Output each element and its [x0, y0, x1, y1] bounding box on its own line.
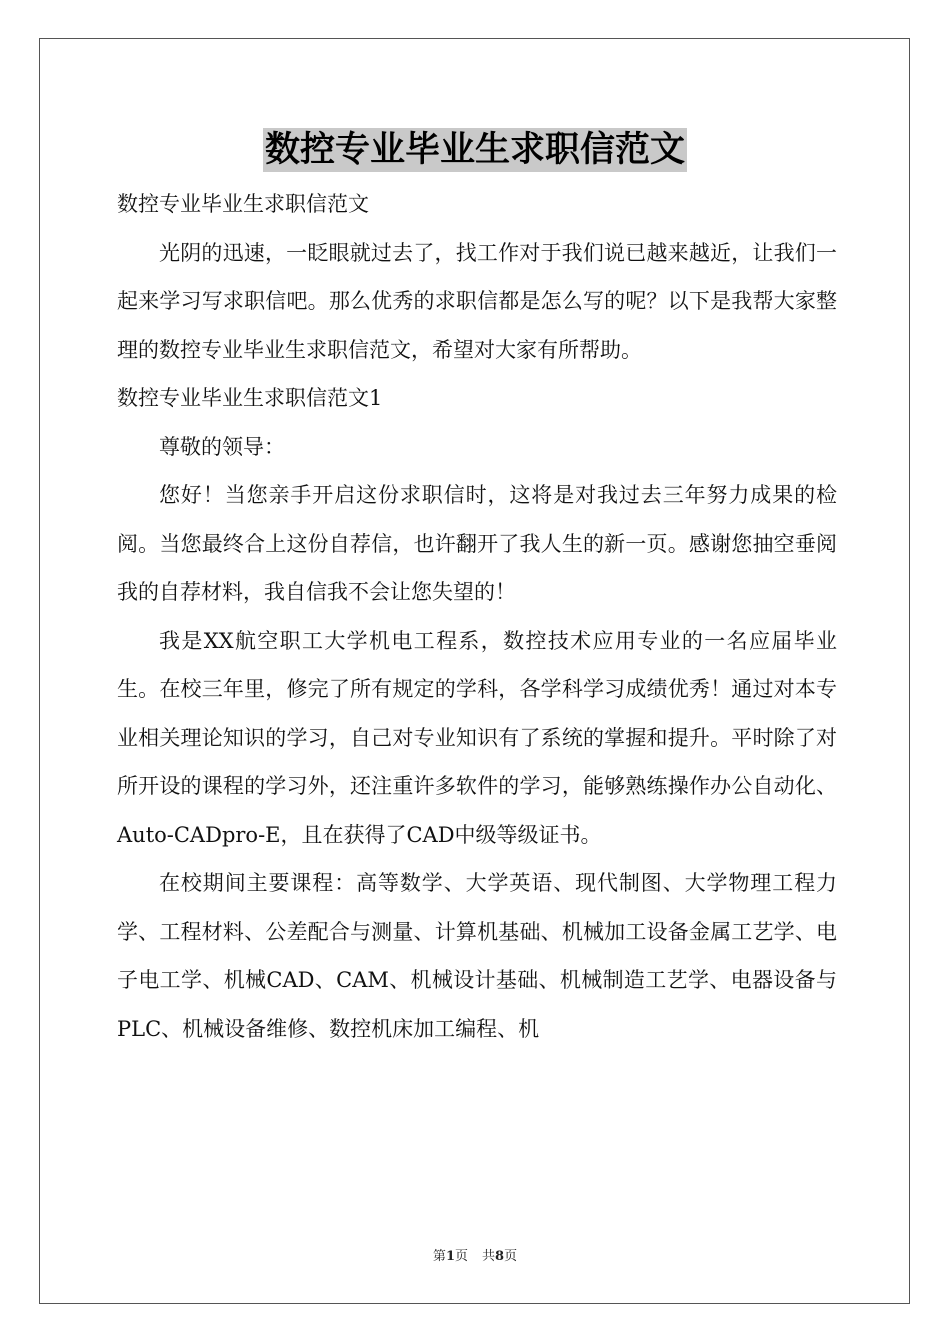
page-prefix: 第: [432, 1249, 446, 1264]
total-suffix: 页: [504, 1249, 518, 1264]
page-total: 8: [495, 1249, 505, 1264]
total-prefix: 共: [482, 1249, 496, 1264]
body-paragraph-3: 在校期间主要课程：高等数学、大学英语、现代制图、大学物理工程力学、工程材料、公差配合与测量、计算机基础、机械加工设备金属工艺学、电子电工学、机械CAD、CAM、机械设计基础、机械制造工艺学、电器设备与PLC、机械设备维修、数控机床加工编程、机: [117, 871, 837, 1041]
body-paragraph-2: 我是XX航空职工大学机电工程系，数控技术应用专业的一名应届毕业生。在校三年里，修完了所有规定的学科，各学科学习成绩优秀！通过对本专业相关理论知识的学习，自己对专业知识有了系统的掌握和提升。平时除了对所开设的课程的学习外，还注重许多软件的学习，能够熟练操作办公自动化、Auto-CADpro-E，且在获得了CAD中级等级证书。: [117, 628, 837, 847]
intro-paragraph: 光阴的迅速，一眨眼就过去了，找工作对于我们说已越来越近，让我们一起来学习写求职信吧。那么优秀的求职信都是怎么写的呢？以下是我帮大家整理的数控专业毕业生求职信范文，希望对大家有所帮助。: [117, 240, 837, 362]
document-body: [117, 180, 837, 1053]
page-suffix: 页: [454, 1249, 468, 1264]
body-paragraph-1: 您好！当您亲手开启这份求职信时，这将是对我过去三年努力成果的检阅。当您最终合上这份自荐信，也许翻开了我人生的新一页。感谢您抽空垂阅我的自荐材料，我自信我不会让您失望的！: [117, 483, 837, 604]
salutation: 尊敬的领导：: [159, 434, 285, 459]
page-current: 1: [445, 1249, 455, 1264]
title-container: [0, 128, 950, 172]
document-title: 数控专业毕业生求职信范文: [264, 130, 685, 170]
page-footer: [0, 1245, 950, 1264]
section-heading: 数控专业毕业生求职信范文1: [117, 386, 383, 410]
document-subtitle: 数控专业毕业生求职信范文: [117, 192, 369, 216]
